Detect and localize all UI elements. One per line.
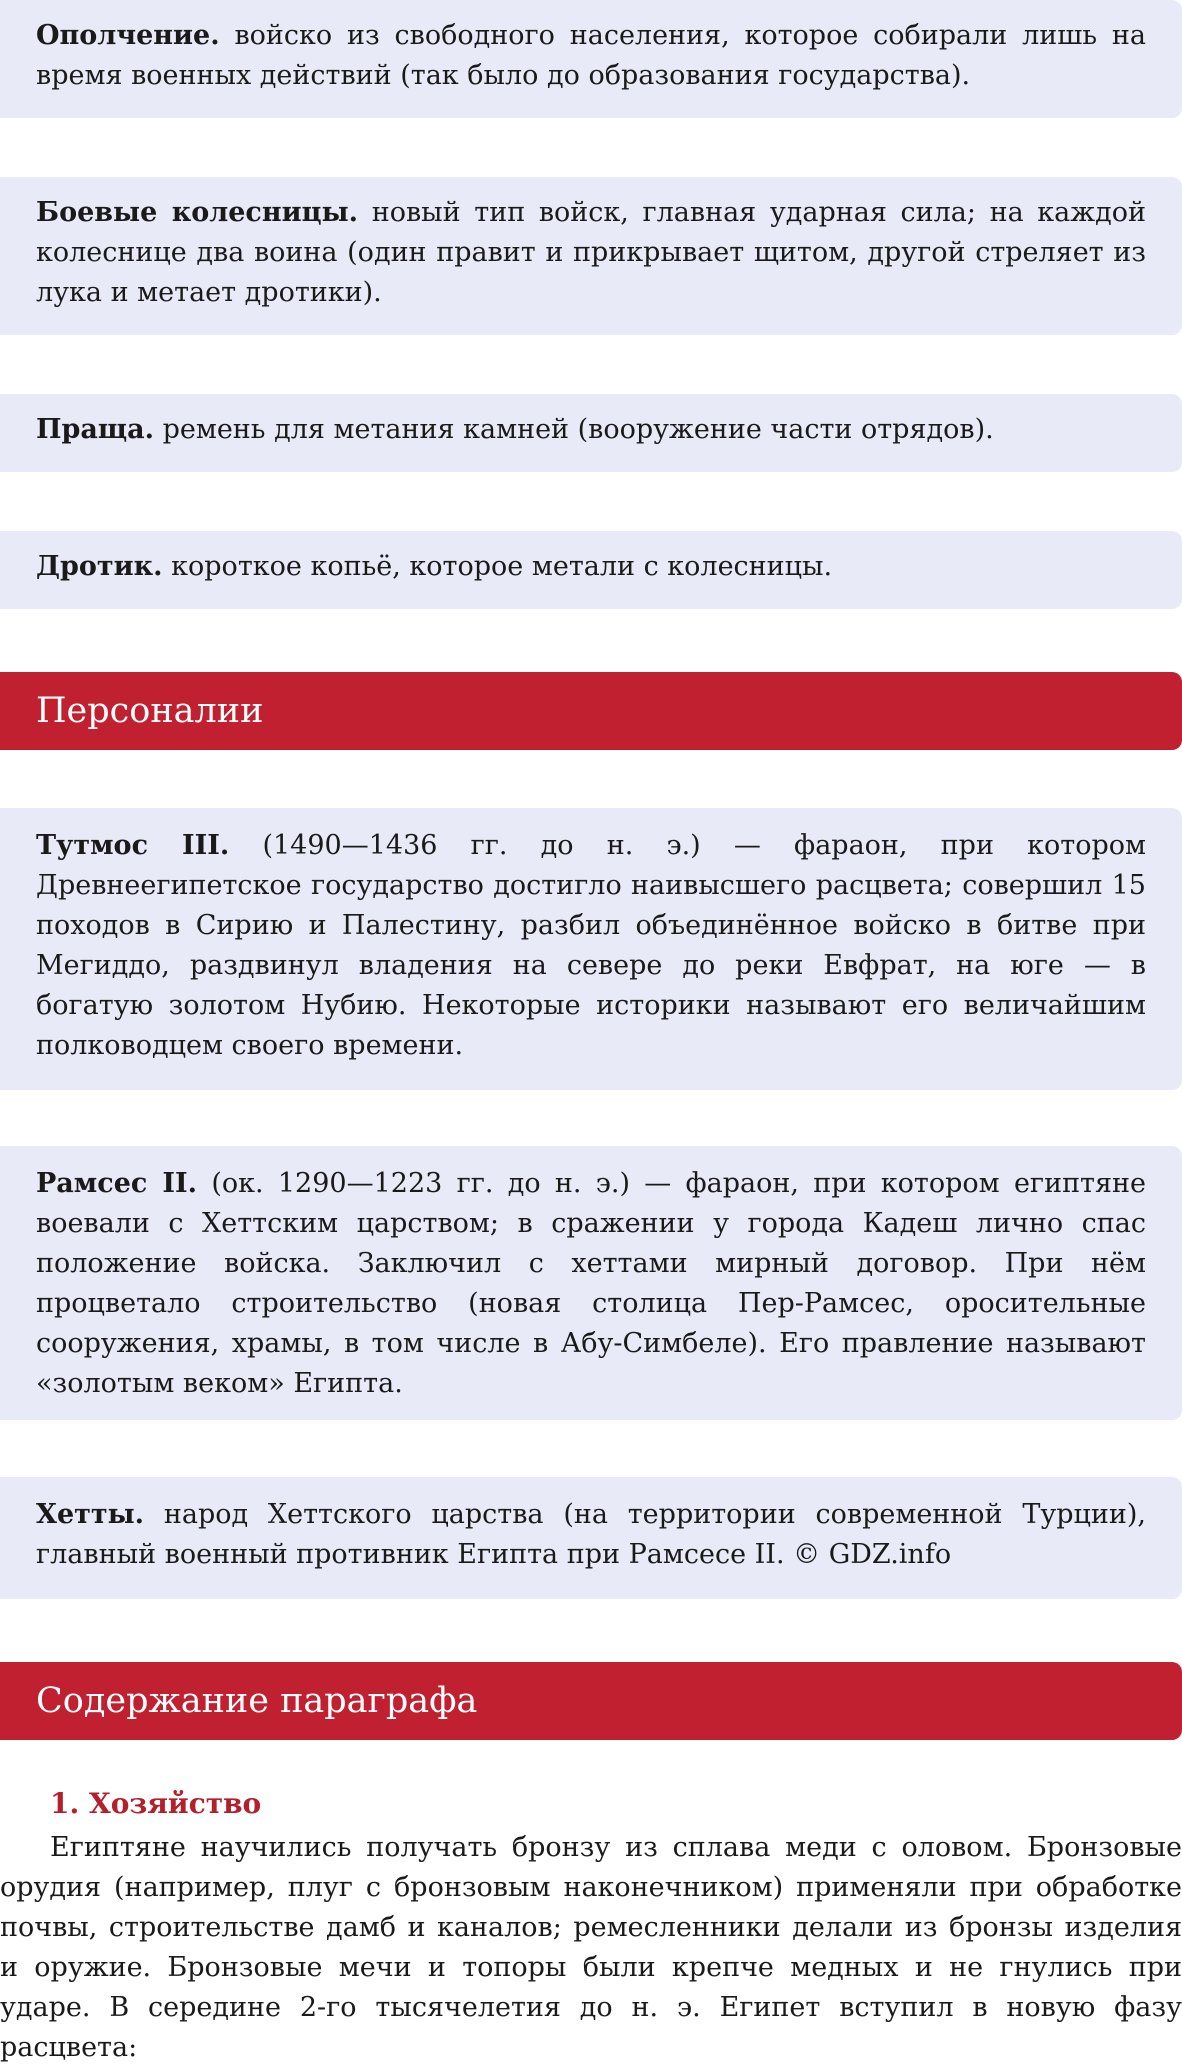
person-description: народ Хеттского царства (на территории современной Турции), главный военный противник Египта при Рамсесе II. © GDZ.info <box>36 1499 1146 1570</box>
person-name: Хетты. <box>36 1499 145 1530</box>
subsection-title: 1. Хозяйство <box>50 1787 262 1820</box>
term-card-kolesnicy <box>0 177 1182 335</box>
term-definition: войско из свободного населения, которое собирали лишь на время военных действий (так было до образования государства). <box>36 20 1146 91</box>
person-name: Рамсес II. <box>36 1168 198 1199</box>
term-card-opolchenie <box>0 0 1182 118</box>
person-card-ramses <box>0 1146 1182 1420</box>
person-description: (ок. 1290—1223 гг. до н. э.) — фараон, при котором египтяне воевали с Хеттским царством; в сражении у города Кадеш лично спас положение войска. Заключил с хеттами мирный договор. При нём процветало строительство (новая столица Пер-Рамсес, оросительные сооружения, храмы, в том числе в Абу-Симбеле). Его правление называют «золотым веком» Египта. <box>36 1168 1147 1399</box>
term-title: Ополчение. <box>36 20 220 51</box>
section-title: Персоналии <box>36 691 264 731</box>
person-name: Тутмос III. <box>36 830 230 861</box>
term-definition: новый тип войск, главная ударная сила; на каждой колеснице два воина (один правит и прикрывает щитом, другой стреляет из лука и метает дротики). <box>36 197 1146 308</box>
term-title: Боевые колесницы. <box>36 197 359 228</box>
term-card-prashcha <box>0 394 1182 472</box>
person-description: (1490—1436 гг. до н. э.) — фараон, при котором Древнеегипетское государство достигло наивысшего расцвета; совершил 15 походов в Сирию и Палестину, разбил объединённое войско в битве при Мегиддо, раздвинул владения на севере до реки Евфрат, на юге — в богатую золотом Нубию. Некоторые историки называют его величайшим полководцем своего времени. <box>36 830 1146 1061</box>
person-card-tutmos <box>0 808 1182 1090</box>
section-title: Содержание параграфа <box>36 1681 478 1721</box>
body-paragraph: Египтяне научились получать бронзу из сплава меди с оловом. Бронзовые орудия (например, плуг с бронзовым наконечником) применяли при обработке почвы, строительстве дамб и каналов; ремесленники делали из бронзы изделия и оружие. Бронзовые мечи и топоры были крепче медных и не гнулись при ударе. В середине 2-го тысячелетия до н. э. Египет вступил в новую фазу расцвета: <box>0 1832 1182 2063</box>
person-card-hetty <box>0 1477 1182 1599</box>
term-card-drotik <box>0 531 1182 609</box>
term-title: Дротик. <box>36 551 163 582</box>
term-definition: короткое копьё, которое метали с колесницы. <box>162 551 833 582</box>
section-banner-personalii <box>0 672 1182 750</box>
section-banner-content <box>0 1662 1182 1740</box>
term-definition: ремень для метания камней (вооружение части отрядов). <box>153 414 994 445</box>
term-title: Праща. <box>36 414 154 445</box>
